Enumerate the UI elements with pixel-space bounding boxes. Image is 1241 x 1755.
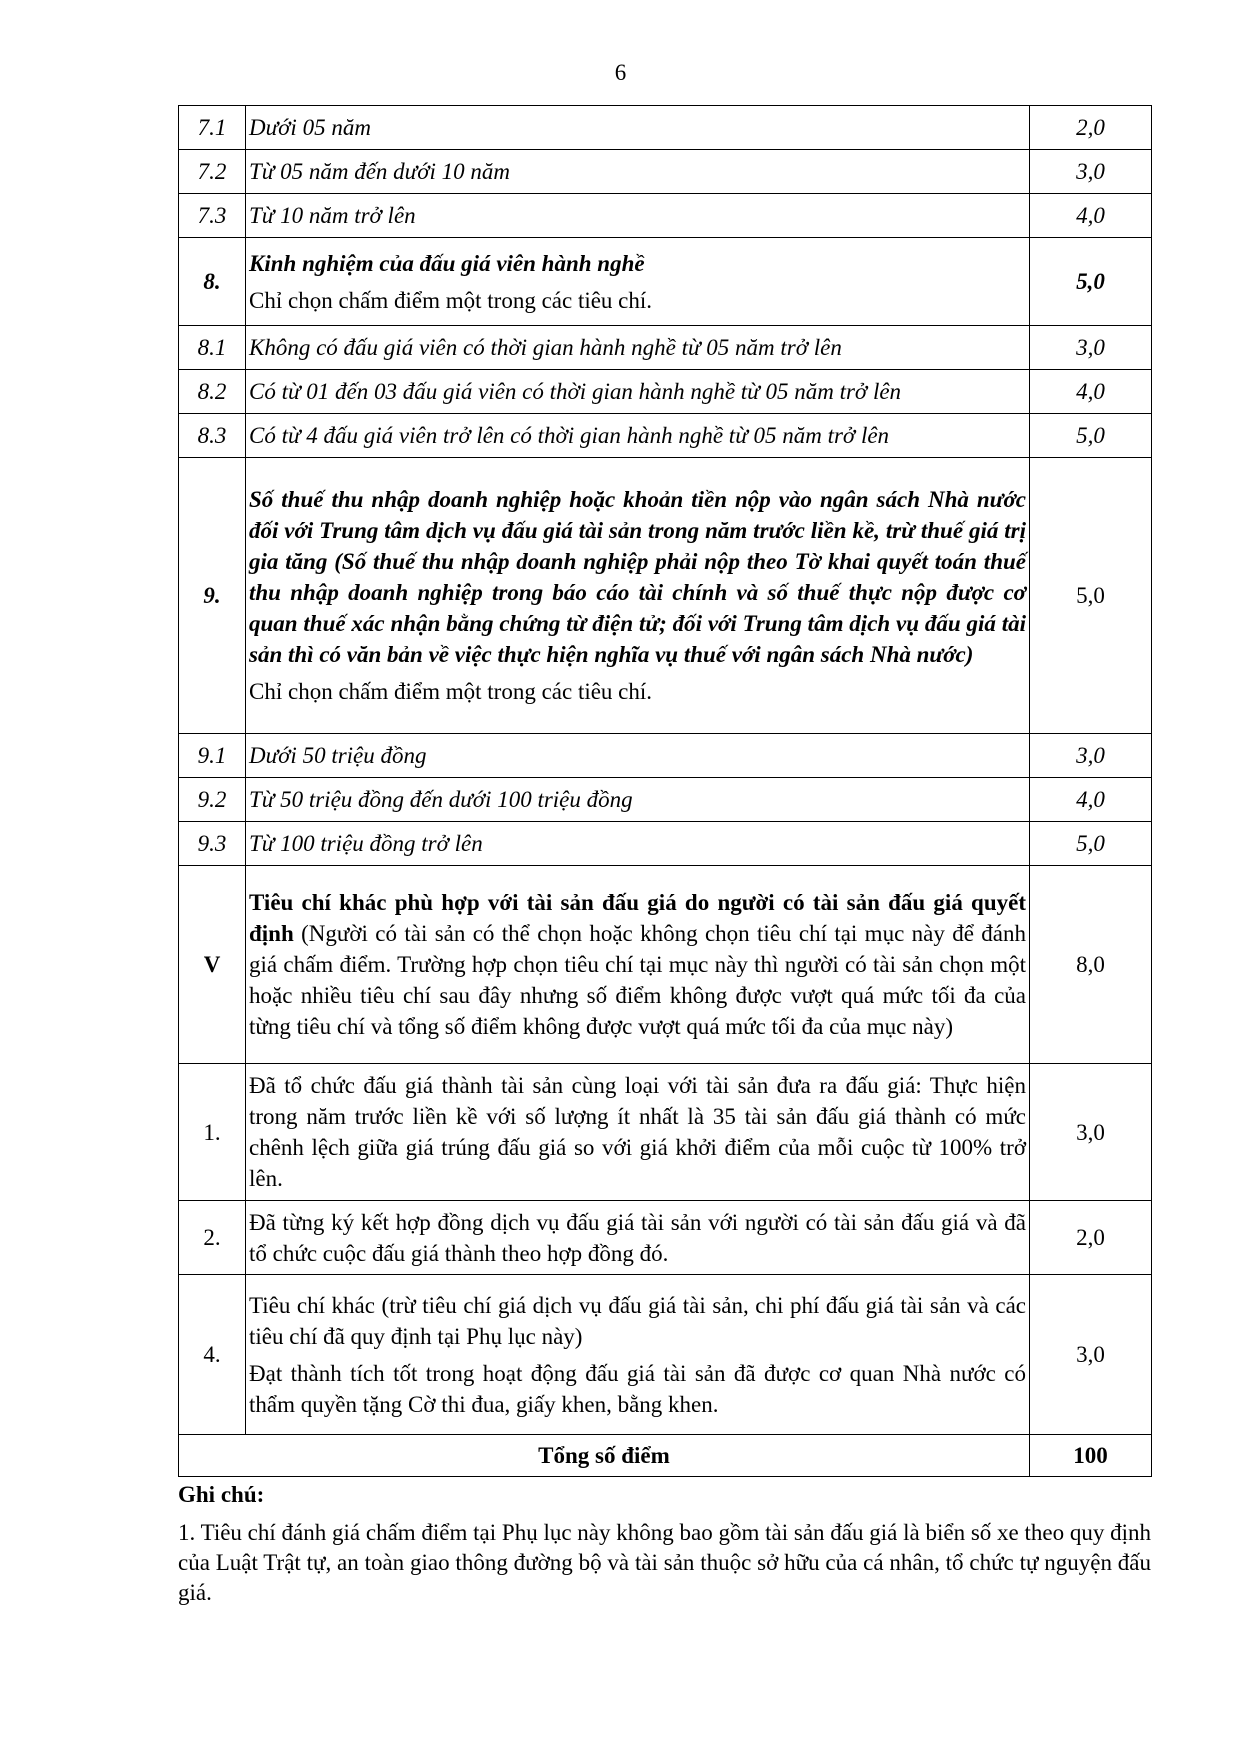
- criterion-note: Chỉ chọn chấm điểm một trong các tiêu chí.: [249, 679, 653, 704]
- criterion-score: 3,0: [1030, 150, 1152, 194]
- criterion-score: 4,0: [1030, 194, 1152, 238]
- row-number: 1.: [179, 1064, 246, 1201]
- criterion-title: Tiêu chí khác phù hợp với tài sản đấu giá do người có tài sản đấu giá quyết định: [249, 890, 1026, 946]
- table-row: [179, 1275, 1152, 1435]
- table-row: [179, 734, 1152, 778]
- criterion-text: Dưới 50 triệu đồng: [246, 734, 1030, 778]
- criterion-detail: Đạt thành tích tốt trong hoạt động đấu giá tài sản đã được cơ quan Nhà nước có thẩm quyền tặng Cờ thi đua, giấy khen, bằng khen.: [249, 1360, 1026, 1417]
- table-row: [179, 326, 1152, 370]
- criterion-score: 3,0: [1030, 1064, 1152, 1201]
- page-number: 6: [614, 60, 627, 85]
- criterion-score: 5,0: [1030, 458, 1152, 734]
- table-row: [179, 238, 1152, 326]
- criterion-score: 4,0: [1030, 778, 1152, 822]
- row-number: 9.: [179, 458, 246, 734]
- notes-title: Ghi chú:: [178, 1482, 265, 1507]
- criterion-cell: [246, 238, 1030, 326]
- note-item: 1. Tiêu chí đánh giá chấm điểm tại Phụ lục này không bao gồm tài sản đấu giá là biển số xe theo quy định của Luật Trật tự, an toàn giao thông đường bộ và tài sản thuộc sở hữu của cá nhân, tổ chức tự nguyện đấu giá.: [178, 1520, 1151, 1605]
- table-row: [179, 822, 1152, 866]
- criterion-score: 4,0: [1030, 370, 1152, 414]
- criterion-title: Kinh nghiệm của đấu giá viên hành nghề: [249, 250, 645, 276]
- criterion-cell: [246, 458, 1030, 734]
- row-number: 2.: [179, 1201, 246, 1275]
- criterion-note: Chỉ chọn chấm điểm một trong các tiêu chí.: [249, 287, 653, 313]
- row-number: 8.: [179, 238, 246, 326]
- row-number: 9.2: [179, 778, 246, 822]
- row-number: V: [179, 866, 246, 1064]
- table-row: [179, 150, 1152, 194]
- criterion-text: Không có đấu giá viên có thời gian hành nghề từ 05 năm trở lên: [246, 326, 1030, 370]
- table-row: [179, 778, 1152, 822]
- scoring-table: [178, 105, 1152, 1477]
- criterion-score: 3,0: [1030, 326, 1152, 370]
- criterion-score: 5,0: [1030, 822, 1152, 866]
- row-number: 9.1: [179, 734, 246, 778]
- criterion-text: Đã từng ký kết hợp đồng dịch vụ đấu giá tài sản với người có tài sản đấu giá và đã tổ chức cuộc đấu giá thành theo hợp đồng đó.: [246, 1201, 1030, 1275]
- criterion-score: 2,0: [1030, 1201, 1152, 1275]
- row-number: 7.1: [179, 106, 246, 150]
- notes-section: [178, 1480, 1151, 1608]
- row-number: 8.1: [179, 326, 246, 370]
- row-number: 8.2: [179, 370, 246, 414]
- row-number: 4.: [179, 1275, 246, 1435]
- criterion-text: Từ 05 năm đến dưới 10 năm: [246, 150, 1030, 194]
- criterion-text: Dưới 05 năm: [246, 106, 1030, 150]
- criterion-cell: [246, 866, 1030, 1064]
- criterion-score: 2,0: [1030, 106, 1152, 150]
- criterion-score: 3,0: [1030, 734, 1152, 778]
- row-number: 8.3: [179, 414, 246, 458]
- table-row: [179, 106, 1152, 150]
- row-number: 7.2: [179, 150, 246, 194]
- criterion-score: 5,0: [1030, 414, 1152, 458]
- row-number: 9.3: [179, 822, 246, 866]
- table-row: [179, 194, 1152, 238]
- table-row: [179, 1064, 1152, 1201]
- criterion-score: 8,0: [1030, 866, 1152, 1064]
- criterion-score: 3,0: [1030, 1275, 1152, 1435]
- table-row: [179, 458, 1152, 734]
- criterion-text: Từ 50 triệu đồng đến dưới 100 triệu đồng: [246, 778, 1030, 822]
- criterion-text: Có từ 4 đấu giá viên trở lên có thời gian hành nghề từ 05 năm trở lên: [246, 414, 1030, 458]
- criterion-text: Đã tổ chức đấu giá thành tài sản cùng loại với tài sản đưa ra đấu giá: Thực hiện trong năm trước liền kề với số lượng ít nhất là 35 tài sản đấu giá thành có mức chênh lệch giữa giá trúng đấu giá so với giá khởi điểm của mỗi cuộc từ 100% trở lên.: [246, 1064, 1030, 1201]
- table-row: [179, 414, 1152, 458]
- criterion-text: Có từ 01 đến 03 đấu giá viên có thời gian hành nghề từ 05 năm trở lên: [246, 370, 1030, 414]
- table-row: [179, 1201, 1152, 1275]
- criterion-cell: [246, 1275, 1030, 1435]
- criterion-text: Tiêu chí khác (trừ tiêu chí giá dịch vụ đấu giá tài sản, chi phí đấu giá tài sản và các tiêu chí đã quy định tại Phụ lục này): [249, 1292, 1026, 1349]
- criterion-text: Từ 100 triệu đồng trở lên: [246, 822, 1030, 866]
- total-label: Tổng số điểm: [179, 1435, 1030, 1477]
- table-row: [179, 866, 1152, 1064]
- total-score: 100: [1030, 1435, 1152, 1477]
- criterion-title: Số thuế thu nhập doanh nghiệp hoặc khoản tiền nộp vào ngân sách Nhà nước đối với Trung tâm dịch vụ đấu giá tài sản trong năm trước liền kề, trừ thuế giá trị gia tăng (Số thuế thu nhập doanh nghiệp phải nộp theo Tờ khai quyết toán thuế thu nhập doanh nghiệp trong báo cáo tài chính và số thuế thực nộp được cơ quan thuế xác nhận bằng chứng từ điện tử; đối với Trung tâm dịch vụ đấu giá tài sản thì có văn bản về việc thực hiện nghĩa vụ thuế với ngân sách Nhà nước): [249, 487, 1026, 667]
- total-row: [179, 1435, 1152, 1477]
- row-number: 7.3: [179, 194, 246, 238]
- table-row: [179, 370, 1152, 414]
- criterion-score: 5,0: [1030, 238, 1152, 326]
- criterion-text: Từ 10 năm trở lên: [246, 194, 1030, 238]
- criterion-description: (Người có tài sản có thể chọn hoặc không chọn tiêu chí tại mục này để đánh giá chấm điểm. Trường hợp chọn tiêu chí tại mục này thì người có tài sản chọn một hoặc nhiều tiêu chí sau đây nhưng số điểm không được vượt quá mức tối đa của từng tiêu chí và tổng số điểm không được vượt quá mức tối đa của mục này): [249, 921, 1026, 1039]
